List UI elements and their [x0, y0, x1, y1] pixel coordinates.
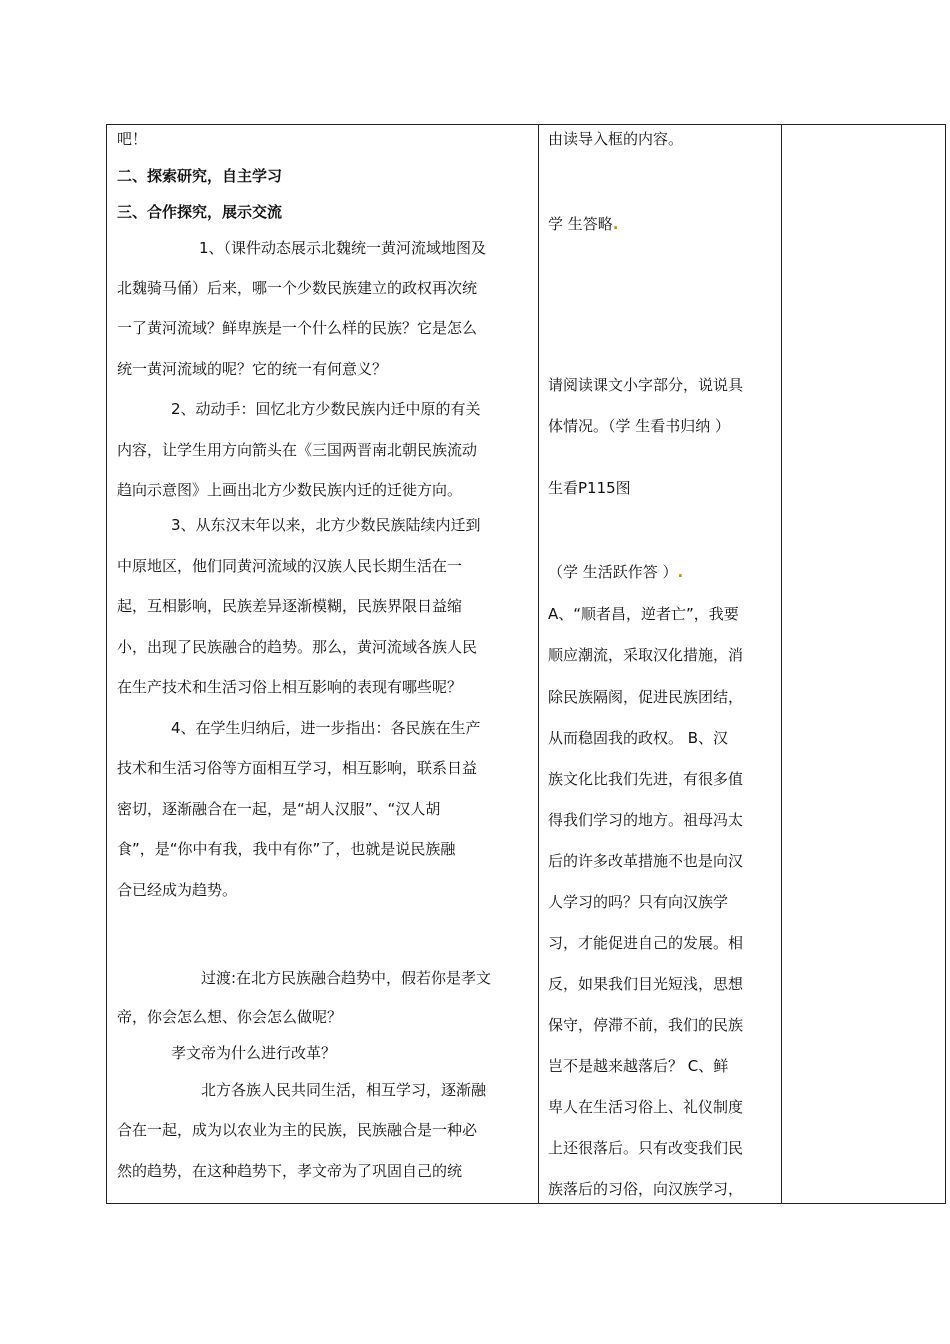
text-line: 学 生答略.: [548, 215, 619, 233]
text-line: 反，如果我们目光短浅，思想: [548, 975, 744, 993]
text-line: 然的趋势，在这种趋势下，孝文帝为了巩固自己的统: [117, 1162, 463, 1180]
text-line: 中原地区，他们同黄河流域的汉族人民长期生活在一: [117, 557, 463, 575]
text-line: 趋向示意图》上画出北方少数民族内迁的迁徙方向。: [117, 481, 463, 499]
text-line: 1、（课件动态展示北魏统一黄河流域地图及: [199, 239, 487, 257]
text-line: 北魏骑马俑）后来，哪一个少数民族建立的政权再次统: [117, 279, 478, 297]
text-line: 岂不是越来越落后？ C、鲜: [548, 1057, 729, 1075]
text-line: 在生产技术和生活习俗上相互影响的表现有哪些呢？: [117, 678, 463, 696]
text-line: 上还很落后。只有改变我们民: [548, 1139, 744, 1157]
section-heading: 二、探索研究，自主学习: [117, 167, 283, 185]
text-line: 内容，让学生用方向箭头在《三国两晋南北朝民族流动: [117, 441, 478, 459]
text-line: 后的许多改革措施不也是向汉: [548, 852, 744, 870]
text-line: 小，出现了民族融合的趋势。那么，黄河流域各族人民: [117, 638, 478, 656]
section-heading: 三、合作探究，展示交流: [117, 203, 283, 221]
dot-mark: .: [677, 563, 684, 581]
dot-mark: .: [612, 215, 619, 233]
text-line: 卑人在生活习俗上、礼仪制度: [548, 1098, 744, 1116]
text-line: 族文化比我们先进，有很多值: [548, 770, 744, 788]
text-line: 帝，你会怎么想、你会怎么做呢？: [117, 1008, 343, 1026]
text-line: 吧！: [117, 130, 148, 148]
text-line: 从而稳固我的政权。 B、汉: [548, 729, 729, 747]
student-activity-column: [538, 125, 782, 1203]
text-line: 族落后的习俗，向汉族学习，: [548, 1180, 744, 1198]
text-line: 技术和生活习俗等方面相互学习，相互影响，联系日益: [117, 759, 478, 777]
lesson-table: [106, 124, 946, 1204]
text-line: A、“顺者昌，逆者亡”，我要: [548, 605, 739, 623]
text-line: 合已经成为趋势。: [117, 881, 238, 899]
text-line: 合在一起，成为以农业为主的民族，民族融合是一种必: [117, 1121, 478, 1139]
text-line: 密切，逐渐融合在一起，是“胡人汉服”、“汉人胡: [117, 800, 441, 818]
text-line: 体情况。（学 生看书归纳 ）: [548, 417, 731, 435]
text-line: 习，才能促进自己的发展。相: [548, 934, 744, 952]
text-line: 生看P115图: [548, 479, 631, 497]
text-line: 由读导入框的内容。: [548, 130, 684, 148]
text-line: （学 生活跃作答 ）.: [548, 563, 684, 581]
text-line: 除民族隔阂，促进民族团结，: [548, 688, 744, 706]
text-line: 北方各族人民共同生活，相互学习，逐渐融: [201, 1081, 487, 1099]
text-line: 保守，停滞不前，我们的民族: [548, 1016, 744, 1034]
text-line: 顺应潮流，采取汉化措施，消: [548, 646, 744, 664]
notes-column: [781, 125, 945, 1203]
text-line: 统一黄河流域的呢？它的统一有何意义？: [117, 360, 388, 378]
text-line: 过渡:在北方民族融合趋势中，假若你是孝文: [201, 969, 492, 987]
text-line: 得我们学习的地方。祖母冯太: [548, 811, 744, 829]
text-line: 2、动动手：回忆北方少数民族内迁中原的有关: [171, 400, 481, 418]
text-line: 人学习的吗？只有向汉族学: [548, 893, 729, 911]
text-line: 请阅读课文小字部分，说说具: [548, 376, 744, 394]
text-line: 孝文帝为什么进行改革？: [171, 1044, 337, 1062]
text-line: 3、从东汉末年以来，北方少数民族陆续内迁到: [171, 516, 481, 534]
text-line: 起，互相影响，民族差异逐渐模糊，民族界限日益缩: [117, 597, 463, 615]
text-line: 一了黄河流域？鲜卑族是一个什么样的民族？它是怎么: [117, 319, 478, 337]
text-line: 4、在学生归纳后，进一步指出：各民族在生产: [171, 719, 481, 737]
text-line: 食”，是“你中有我，我中有你”了，也就是说民族融: [117, 840, 456, 858]
teacher-activity-column: [107, 125, 539, 1203]
